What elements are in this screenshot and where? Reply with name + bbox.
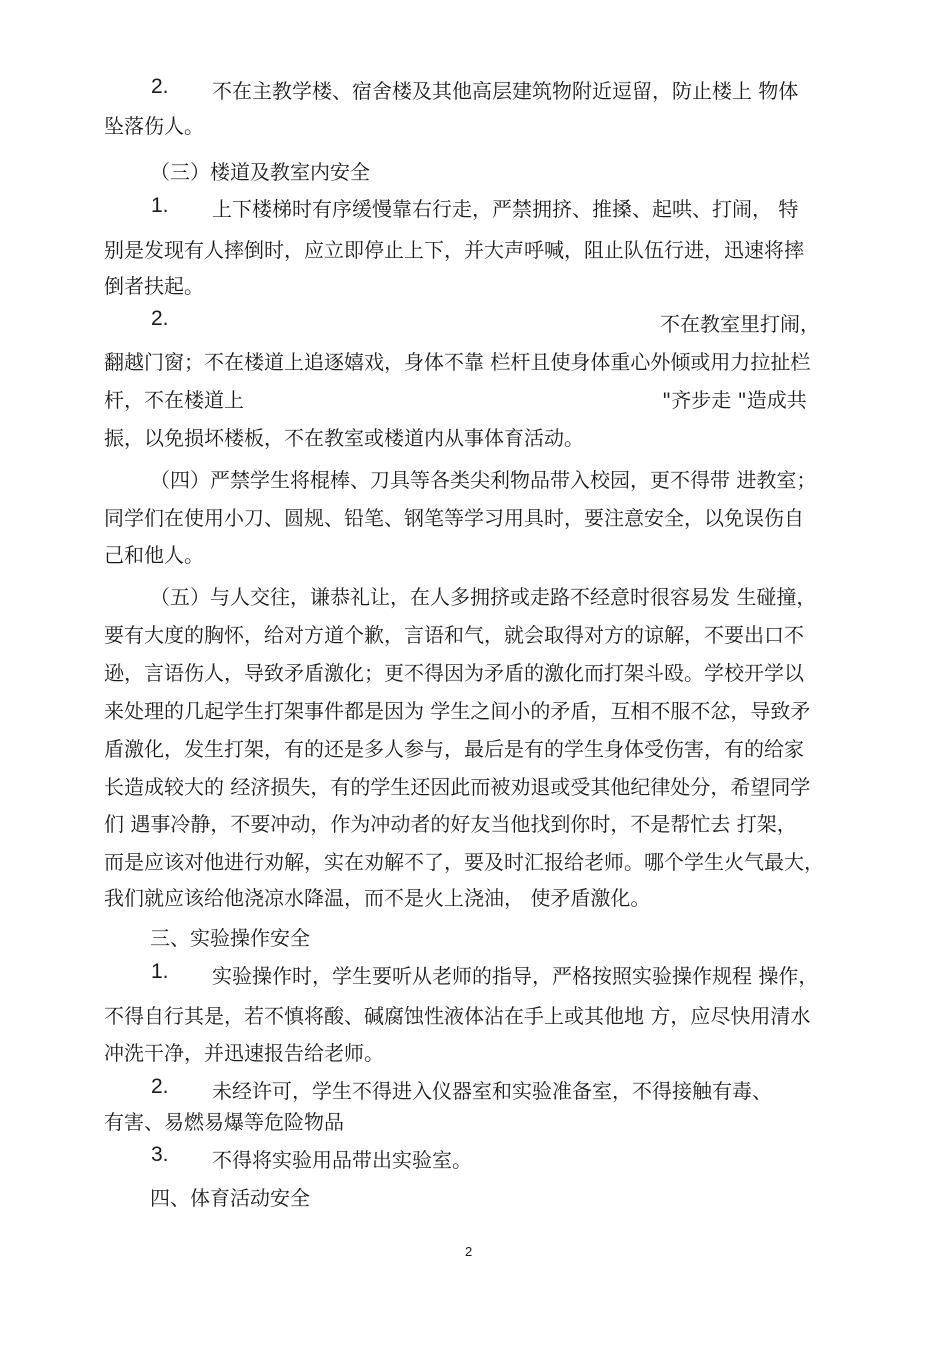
item-number: 1. (151, 960, 169, 983)
paragraph-line: 有害、易燃易爆等危险物品 (104, 1110, 344, 1134)
paragraph-line: 实验操作时，学生要听从老师的指导，严格按照实验操作规程 操作， (212, 964, 819, 988)
item-number: 2. (151, 307, 169, 330)
paragraph-line: 来处理的几起学生打架事件都是因为 学生之间小的矛盾，互相不服不忿，导致矛 (104, 699, 811, 723)
paragraph-line: 我们就应该给他浇凉水降温，而不是火上浇油， 使矛盾激化。 (104, 886, 651, 910)
section-heading: 三、实验操作安全 (150, 926, 310, 950)
page-number: 2 (465, 1244, 473, 1259)
item-number: 1. (151, 194, 169, 217)
paragraph-line: "齐步走 "造成共 (662, 388, 807, 412)
paragraph-line: 逊，言语伤人，导致矛盾激化；更不得因为矛盾的激化而打架斗殴。学校开学以 (104, 661, 804, 685)
item-number: 2. (151, 75, 169, 98)
paragraph-line: 不在教室里打闹， (660, 312, 820, 336)
paragraph-line: 倒者扶起。 (104, 274, 204, 298)
paragraph-line: 己和他人。 (104, 543, 204, 567)
paragraph-line: 要有大度的胸怀，给对方道个歉，言语和气，就会取得对方的谅解，不要出口不 (104, 623, 804, 647)
paragraph-line: 冲洗干净，并迅速报告给老师。 (104, 1041, 384, 1065)
paragraph-line: 同学们在使用小刀、圆规、铅笔、钢笔等学习用具时，要注意安全，以免误伤自 (104, 506, 804, 530)
paragraph-line: 们 遇事冷静，不要冲动，作为冲动者的好友当他找到你时，不是帮忙去 打架， (104, 812, 797, 836)
paragraph-line: 翻越门窗；不在楼道上追逐嬉戏，身体不靠 栏杆且使身体重心外倾或用力拉扯栏 (104, 350, 811, 374)
section-paragraph: （四）严禁学生将棍棒、刀具等各类尖利物品带入校园，更不得带 进教室； (150, 468, 817, 492)
item-number: 3. (151, 1143, 169, 1166)
paragraph-line: 而是应该对他进行劝解，实在劝解不了，要及时汇报给老师。哪个学生火气最大， (104, 850, 824, 874)
section-heading: （三）楼道及教室内安全 (150, 160, 370, 184)
section-paragraph: （五）与人交往，谦恭礼让，在人多拥挤或走路不经意时很容易发 生碰撞， (150, 585, 817, 609)
paragraph-line: 盾激化，发生打架，有的还是多人参与，最后是有的学生身体受伤害，有的给家 (104, 737, 804, 761)
paragraph-line: 未经许可，学生不得进入仪器室和实验准备室，不得接触有毒、 (212, 1079, 772, 1103)
paragraph-line: 杆，不在楼道上 (104, 388, 244, 412)
paragraph-line: 不得自行其是，若不慎将酸、碱腐蚀性液体沾在手上或其他地 方，应尽快用清水 (104, 1004, 811, 1028)
section-heading: 四、体育活动安全 (150, 1186, 310, 1210)
paragraph-line: 别是发现有人摔倒时，应立即停止上下，并大声呼喊，阻止队伍行进，迅速将摔 (104, 238, 804, 262)
paragraph-line: 不得将实验用品带出实验室。 (212, 1148, 472, 1172)
paragraph-line: 不在主教学楼、宿舍楼及其他高层建筑物附近逗留，防止楼上 物体 (212, 79, 799, 103)
paragraph-line: 上下楼梯时有序缓慢靠右行走，严禁拥挤、推搡、起哄、打闹， 特 (212, 197, 799, 221)
paragraph-line: 长造成较大的 经济损失，有的学生还因此而被劝退或受其他纪律处分，希望同学 (104, 775, 811, 799)
paragraph-line: 坠落伤人。 (104, 114, 204, 138)
paragraph-line: 振，以免损坏楼板，不在教室或楼道内从事体育活动。 (104, 426, 584, 450)
item-number: 2. (151, 1075, 169, 1098)
